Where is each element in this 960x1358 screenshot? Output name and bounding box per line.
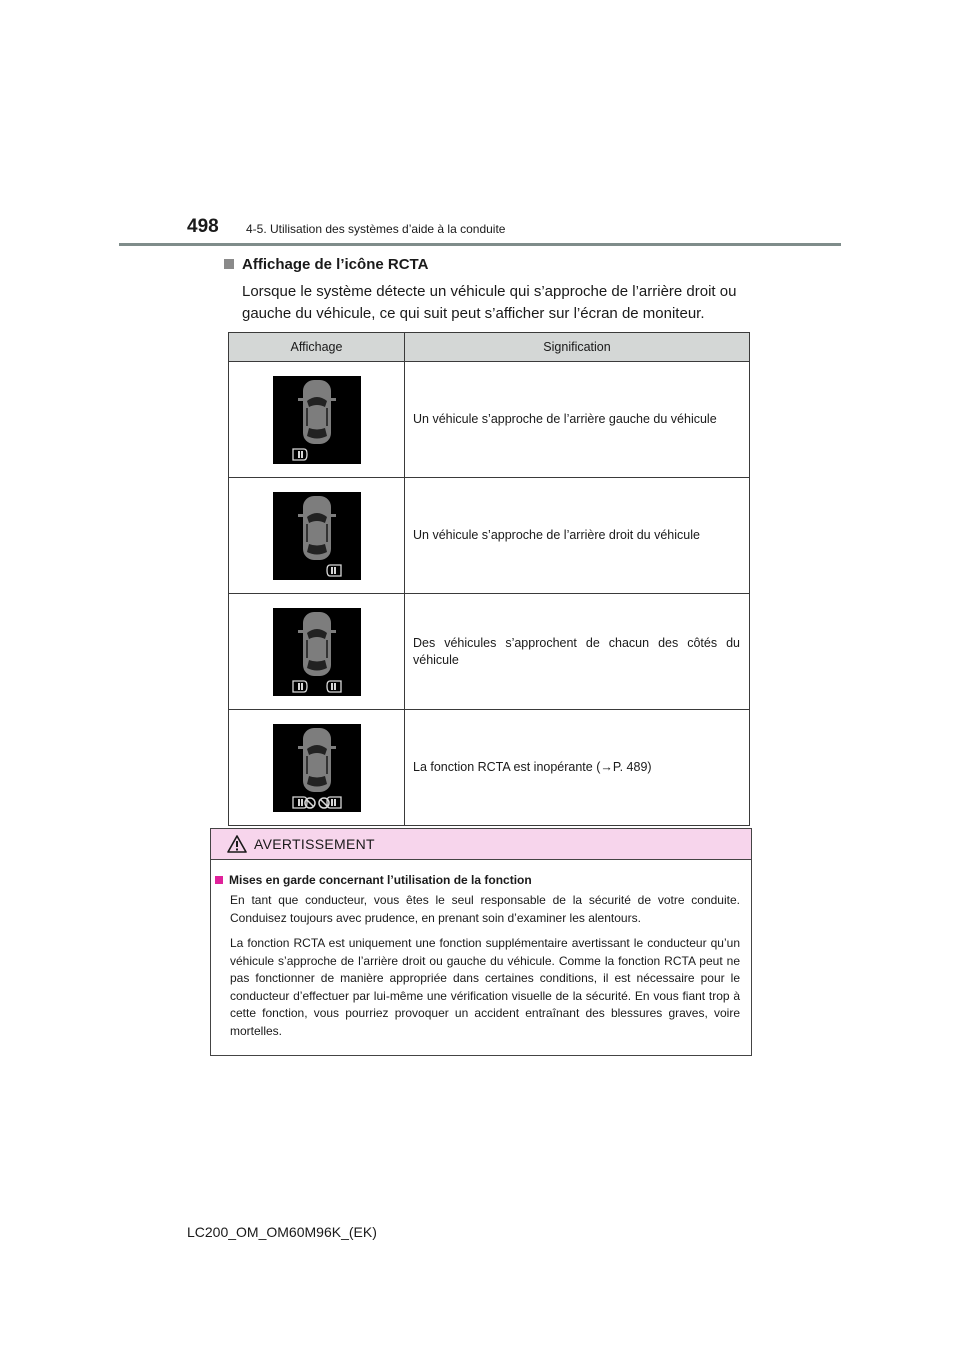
footer-doc-code: LC200_OM_OM60M96K_(EK) — [187, 1224, 377, 1240]
table-cell-meaning: Un véhicule s’approche de l’arrière gauche du véhicule — [405, 362, 750, 478]
rcta-inoperative-screen-icon — [273, 724, 361, 812]
intro-paragraph: Lorsque le système détecte un véhicule qui s’approche de l’arrière droit ou gauche du véhicule, ce qui suit peut s’afficher sur l’écran de moniteur. — [242, 283, 737, 322]
square-bullet-icon — [215, 876, 223, 884]
warning-subheading — [215, 873, 532, 887]
table-row — [229, 362, 750, 478]
section-heading-text: Affichage de l’icône RCTA — [242, 256, 429, 273]
warning-paragraph-2: La fonction RCTA est uniquement une fonction supplémentaire avertissant le conducteur qu’un véhicule s’approche de l’arrière droit ou gauche du véhicule. Comme la fonction RCTA peut ne pas fonctionner de manière appropriée dans certaines conditions, il est nécessaire pour le conducteur d’effectuer par lui-même une vérification visuelle de la sécurité. En vous fiant trop à cette fonction, vous pourriez provoquer un accident entraînant des blessures graves, voire mortelles. — [230, 936, 740, 1038]
rcta-both-sides-screen-icon — [273, 608, 361, 696]
rcta-rear-right-screen-icon — [273, 492, 361, 580]
column-header-meaning: Signification — [405, 333, 750, 362]
table-row — [229, 478, 750, 594]
warning-subheading-text: Mises en garde concernant l’utilisation de la fonction — [229, 873, 532, 887]
warning-paragraph-1: En tant que conducteur, vous êtes le seul responsable de la sécurité de votre conduite. Conduisez toujours avec prudence, en prenant soin d’examiner les alentours. — [230, 893, 740, 925]
table-row — [229, 710, 750, 826]
warning-triangle-icon — [227, 835, 247, 853]
table-cell-meaning: Un véhicule s’approche de l’arrière droit du véhicule — [405, 478, 750, 594]
table-row — [229, 594, 750, 710]
header-rule — [119, 243, 841, 246]
rcta-table — [228, 332, 750, 826]
column-header-display: Affichage — [229, 333, 405, 362]
warning-title-bar — [211, 829, 751, 860]
section-header: 4-5. Utilisation des systèmes d’aide à la conduite — [246, 222, 506, 236]
table-header-row — [229, 333, 750, 362]
rcta-rear-left-screen-icon — [273, 376, 361, 464]
warning-box — [210, 828, 752, 1056]
page-number: 498 — [187, 216, 219, 237]
table-cell-meaning: La fonction RCTA est inopérante (→P. 489) — [405, 710, 750, 826]
section-heading — [224, 256, 428, 273]
square-bullet-icon — [224, 259, 234, 269]
warning-title: AVERTISSEMENT — [254, 836, 375, 852]
table-cell-meaning: Des véhicules s’approchent de chacun des côtés du véhicule — [405, 594, 750, 710]
